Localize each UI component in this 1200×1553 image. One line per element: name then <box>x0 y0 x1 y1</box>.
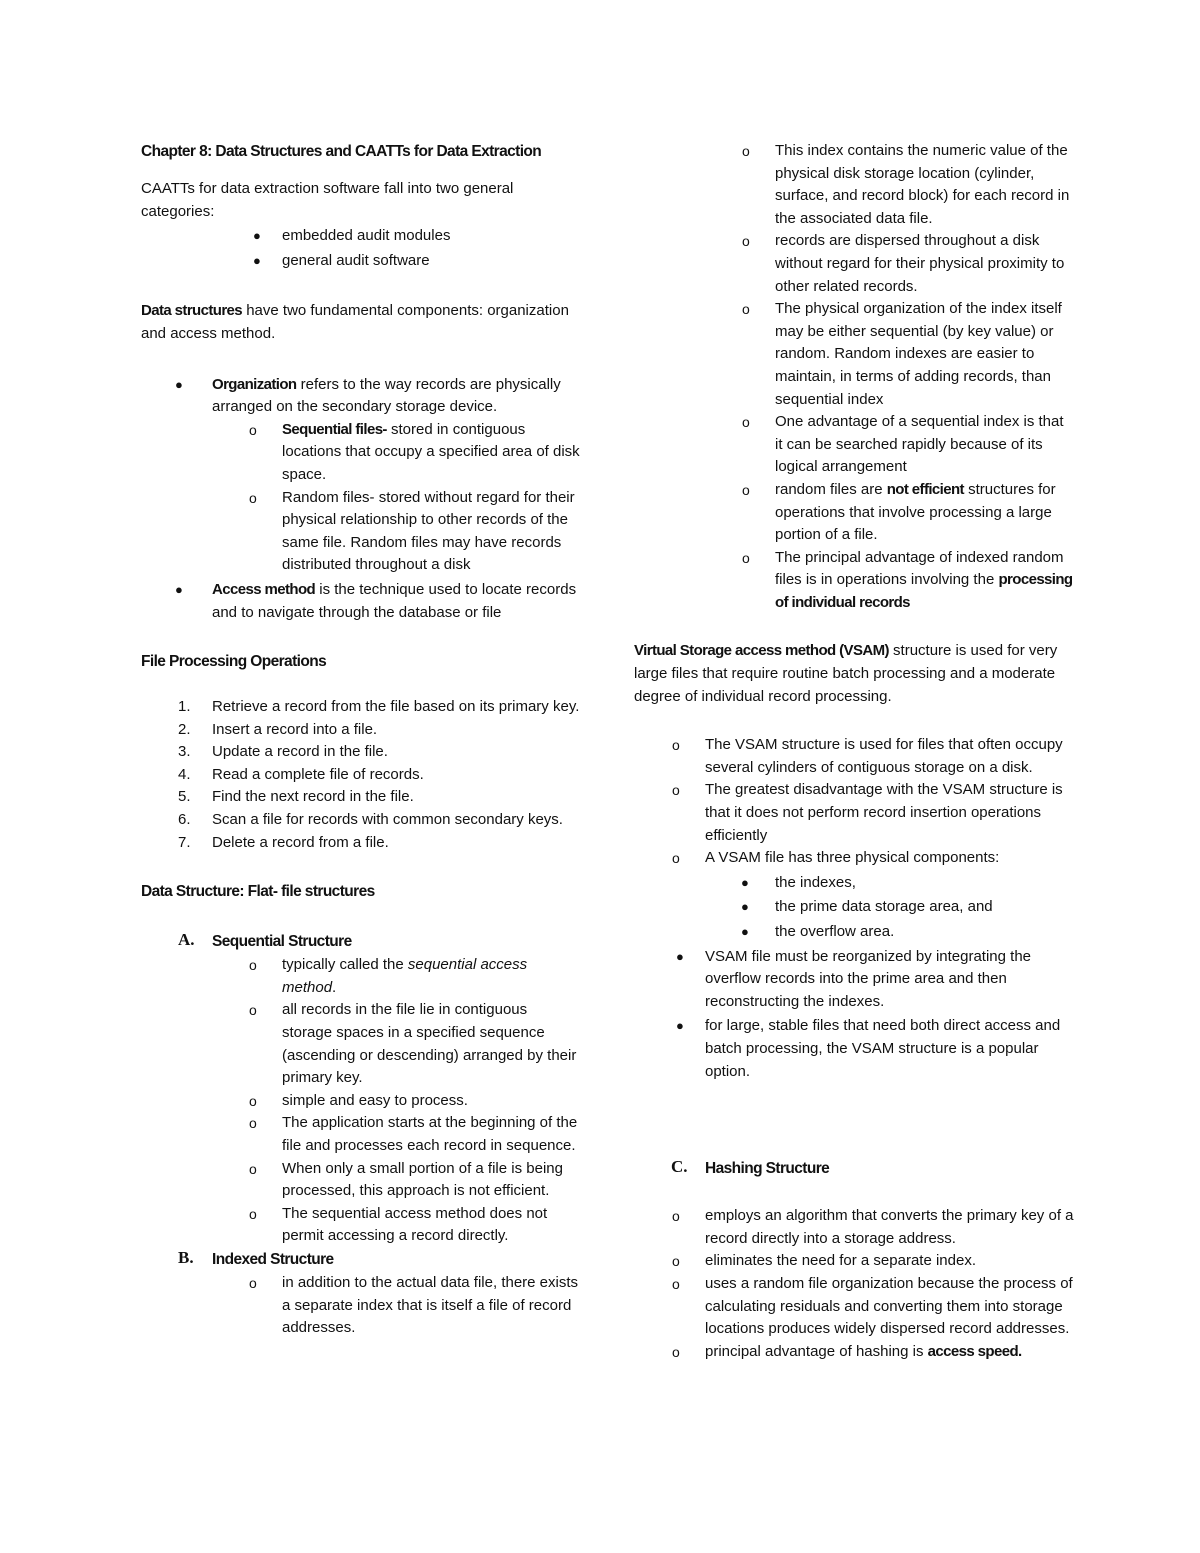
list-item: ● embedded audit modules <box>253 227 451 245</box>
list-item: o records are dispersed throughout a disk without regard for their physical proximity to other related records. <box>742 232 1065 295</box>
list-item: o uses a random file organization because the process of calculating residuals and converting them into storage locations produces widely dispersed record addresses. <box>672 1274 1073 1338</box>
list-item: o This index contains the numeric value of the physical disk storage location (cylinder, surface, and record block) for each record in the associated data file. <box>742 142 1070 227</box>
list-item: ● VSAM file must be reorganized by integrating the overflow records into the prime area and then reconstructing the indexes. <box>676 947 1032 1010</box>
indexed-list-continued <box>634 140 1074 614</box>
hashing-list <box>634 1205 1074 1363</box>
sequential-list <box>141 954 581 1248</box>
list-item: o The VSAM structure is used for files that often occupy several cylinders of contiguous storage on a disk. <box>672 736 1063 776</box>
list-item: ● Organization refers to the way records are physically arranged on the secondary storage device. <box>175 375 561 416</box>
list-item: ● Access method is the technique used to locate records and to navigate through the database or file <box>175 580 577 621</box>
list-item: ● for large, stable files that need both direct access and batch processing, the VSAM structure is a popular option. <box>676 1017 1061 1080</box>
data-structures-paragraph: Data structures have two fundamental components: organization and access method. <box>141 302 569 342</box>
list-item: o Random files- stored without regard for their physical relationship to other records of the same file. Random files may have records distributed throughout a disk <box>249 488 575 574</box>
list-item: o One advantage of a sequential index is that it can be searched rapidly because of its logical arrangement <box>742 413 1064 476</box>
list-item: 6. Scan a file for records with common secondary keys. <box>178 811 563 829</box>
right-column <box>634 140 1074 1363</box>
list-item: 3. Update a record in the file. <box>178 743 388 761</box>
file-processing-list <box>141 696 581 854</box>
indexed-structure-heading: B. Indexed Structure <box>178 1247 334 1268</box>
list-item: o in addition to the actual data file, there exists a separate index that is itself a file of record addresses. <box>249 1273 579 1337</box>
list-item: o all records in the file lie in contiguous storage spaces in a specified sequence (ascending or descending) arranged by their primary key. <box>249 1001 577 1087</box>
list-item: o A VSAM file has three physical components: <box>672 849 1000 867</box>
list-item: o The physical organization of the index itself may be either sequential (by key value) or random. Random indexes are easier to maintain, in terms of adding records, than sequential index <box>742 300 1062 408</box>
list-item: o employs an algorithm that converts the primary key of a record directly into a storage address. <box>672 1207 1074 1247</box>
list-item: 1. Retrieve a record from the file based on its primary key. <box>178 698 580 716</box>
vsam-paragraph: Virtual Storage access method (VSAM) structure is used for very large files that require routine batch processing and a moderate degree of individual record processing. <box>634 642 1058 705</box>
file-processing-heading: File Processing Operations <box>141 653 327 671</box>
flat-file-heading: Data Structure: Flat- file structures <box>141 883 375 901</box>
sequential-structure-heading: A. Sequential Structure <box>178 930 352 951</box>
list-item: o typically called the sequential access method. <box>249 956 528 996</box>
chapter-title: Chapter 8: Data Structures and CAATTs for Data Extraction <box>141 143 542 160</box>
list-item: ● the indexes, <box>741 873 856 891</box>
list-item: o The principal advantage of indexed random files is in operations involving the processing of individual records <box>742 548 1073 611</box>
list-item: o random files are not efficient structures for operations that involve processing a large portion of a file. <box>742 480 1056 544</box>
list-item: 4. Read a complete file of records. <box>178 765 424 783</box>
list-item: 7. Delete a record from a file. <box>178 833 389 851</box>
list-item: o simple and easy to process. <box>249 1091 468 1109</box>
list-item: 5. Find the next record in the file. <box>178 788 414 806</box>
list-item: ● the overflow area. <box>741 923 895 940</box>
ds-components-list <box>141 374 581 625</box>
hashing-structure-heading: C. Hashing Structure <box>671 1157 830 1178</box>
vsam-list <box>634 734 1074 1083</box>
list-item: o The greatest disadvantage with the VSAM structure is that it does not perform record insertion operations efficiently <box>672 781 1063 844</box>
intro-list <box>141 225 581 272</box>
list-item: o The sequential access method does not permit accessing a record directly. <box>249 1204 548 1245</box>
list-item: o The application starts at the beginning of the file and processes each record in sequence. <box>249 1114 578 1154</box>
indexed-list <box>141 1272 581 1340</box>
intro-paragraph: CAATTs for data extraction software fall into two general categories: <box>141 180 514 220</box>
list-item: o When only a small portion of a file is being processed, this approach is not efficient. <box>249 1159 563 1200</box>
list-item: ● general audit software <box>253 251 430 269</box>
left-column <box>141 140 581 1340</box>
list-item: o Sequential files- stored in contiguous locations that occupy a specified area of disk space. <box>249 420 580 483</box>
list-item: 2. Insert a record into a file. <box>178 720 378 738</box>
list-item: ● the prime data storage area, and <box>741 898 993 916</box>
list-item: o eliminates the need for a separate index. <box>672 1252 977 1270</box>
list-item: o principal advantage of hashing is access speed. <box>672 1342 1022 1360</box>
